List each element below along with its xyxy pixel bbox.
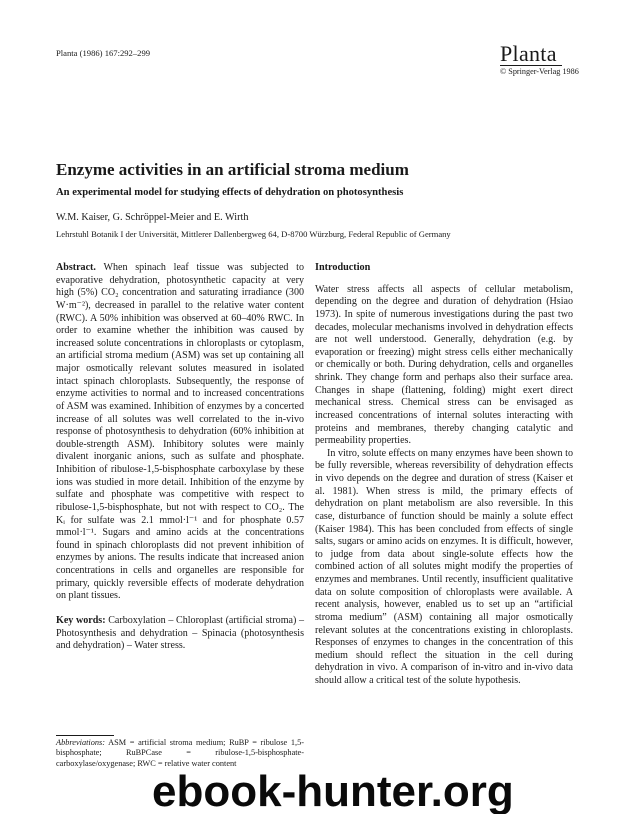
section-heading-introduction: Introduction (315, 262, 371, 273)
watermark-logo (148, 766, 608, 814)
right-column (315, 262, 573, 688)
intro-paragraph-2: In vitro, solute effects on many enzymes have been shown to be fully reversible, whereas reversibility of dehydration effects in vivo depends on the degree and duration of stress (Kaiser et al. 1981). When stress is mild, the primary effects of dehydration on plant metabolism are also reversible. In this case, disturbance of function should be mainly a solute effect (Kaiser 1984). This has been concluded from effects of single salts, sugars or amino acids on enzymes. It is difficult, however, to judge from data about single-solute effects how the combined action of all solutes might modify the properties of enzymes and membranes. Until recently, insufficient qualitative data on solute composition of chloroplasts were available. A recent analysis, however, enabled us to set up an “artificial stroma medium” (ASM) containing all major osmotically relevant solutes at the concentrations existing in chloroplasts. Responses of enzymes to changes in the concentration of this medium should reflect the situation in the cell during dehydration in vivo. A comparison of in-vitro and in-vivo data should allow a critical test of the solute hypothesis. (315, 447, 573, 686)
abstract-text: When spinach leaf tissue was subjected to evaporative dehydration, photosynthetic capacity at very high (5%) CO₂ concentration and saturating irradiance (300 W·m⁻²), decreased in parallel to the relative water content (RWC). A 50% inhibition was observed at 60–40% RWC. In order to examine whether the inhibition was caused by increased solute concentrations in chloroplasts or cytoplasm, an artificial stroma medium (ASM) was set up containing all major osmotically relevant solutes measured in isolated intact spinach chloroplasts. Subsequently, the response of enzyme activities to normal and to increased concentrations of ASM was examined. Inhibition of enzymes by a concerted increase of all solutes was well correlated to the in-vivo response of photosynthesis to dehydration (60% inhibition at double-strength ASM). Inhibitory solutes were mainly divalent inorganic anions, such as sulfate and phosphate. Inhibition of ribulose-1,5-bisphosphate carboxylase by these ions was studied in more detail. Inhibition of the enzyme by sulfate and phosphate was competitive with respect to ribulose-1,5-bisphosphate, but not with respect to CO₂. The Kᵢ for sulfate was 2.1 mmol·l⁻¹ and for phosphate 0.57 mmol·l⁻¹. Sugars and amino acids at the concentrations found in spinach chloroplasts did not prevent inhibition of enzymes by anions. The results indicate that increased anion concentrations in cells and organelles are responsible for primary, quickly reversible effects of moderate dehydration on plant tissues. (56, 262, 304, 602)
abstract (56, 262, 304, 603)
abbreviations-text: ASM = artificial stroma medium; RuBP = ribulose 1,5-bisphosphate; RuBPCase = ribulose-1,5-bisphosphate-carboxylase/oxygenase; RWC = relative water content (56, 738, 304, 768)
abbreviations-label: Abbreviations: (56, 738, 106, 747)
article-subtitle: An experimental model for studying effects of dehydration on photosynthesis (56, 187, 404, 198)
left-column (56, 262, 304, 653)
journal-citation: Planta (1986) 167:292–299 (56, 48, 151, 58)
journal-logo: Planta (500, 41, 557, 66)
watermark-text: ebook-hunter.org (152, 767, 514, 814)
abstract-label: Abstract. (56, 262, 96, 273)
journal-brand (500, 41, 579, 76)
copyright-line: © Springer-Verlag 1986 (500, 67, 579, 76)
affiliation: Lehrstuhl Botanik I der Universität, Mittlerer Dallenbergweg 64, D-8700 Würzburg, Federal Republic of Germany (56, 229, 451, 239)
author-list: W.M. Kaiser, G. Schröppel-Meier and E. Wirth (56, 212, 249, 223)
keywords (56, 615, 304, 653)
watermark (148, 766, 608, 814)
article-title: Enzyme activities in an artificial stroma medium (56, 160, 409, 179)
keywords-label: Key words: (56, 614, 106, 626)
keywords-text: Carboxylation – Chloroplast (artificial stroma) – Photosynthesis and dehydration – Spinacia (photosynthesis and dehydration) – Water stress. (56, 614, 304, 652)
footnote-divider (56, 735, 114, 736)
intro-paragraph-1: Water stress affects all aspects of cellular metabolism, depending on the degree and duration of dehydration (Hsiao 1973). In spite of numerous investigations during the past two decades, molecular mechanisms involved in dehydration effects are not well understood. Generally, dehydration (e.g. by evaporation or freezing) might stress cells either mechanically or chemically or both. During dehydration, cells and organelles shrink. They change form and perhaps also their surface area. Changes in shape (flattening, folding) might exert direct mechanical stress. Chemical stress can be envisaged as increased concentrations of internal solutes interacting with proteins and membranes, thereby changing catalytic and permeability properties. (315, 283, 573, 447)
abbreviations-footnote (56, 738, 304, 769)
